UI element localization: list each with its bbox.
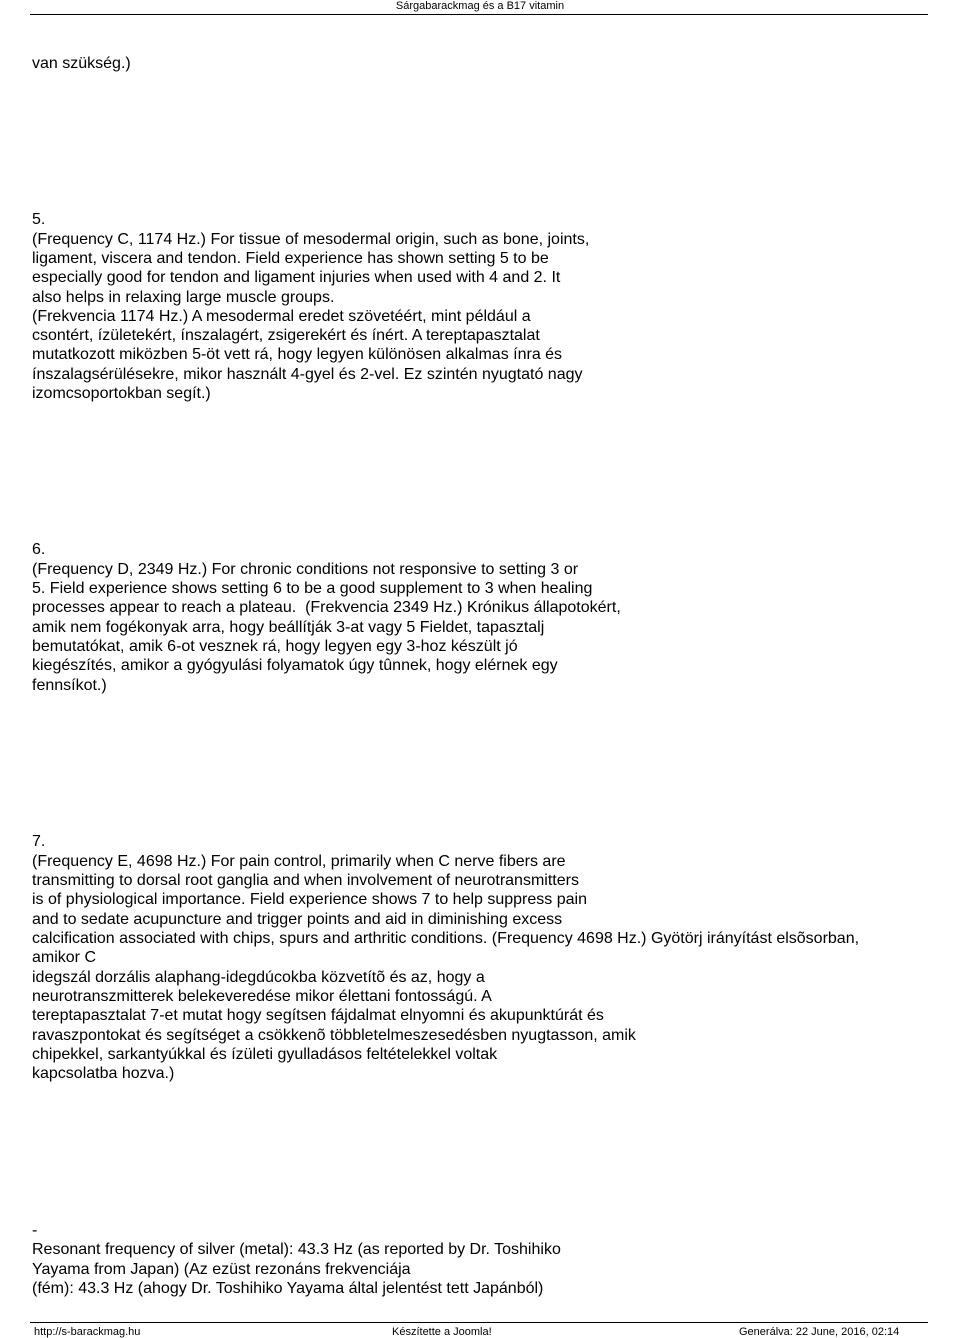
section-7-line: tereptapasztalat 7-et mutat hogy segítsen fájdalmat elnyomni és akupunktúrát és xyxy=(32,1007,604,1024)
section-6-number: 6. xyxy=(32,541,46,558)
section-6-line: 5. Field experience shows setting 6 to be a good supplement to 3 when healing xyxy=(32,580,593,597)
silver-note-line: Resonant frequency of silver (metal): 43.3 Hz (as reported by Dr. Toshihiko xyxy=(32,1241,561,1258)
section-6-line: bemutatókat, amik 6-ot vesznek rá, hogy legyen egy 3-hoz készült jó xyxy=(32,638,518,655)
section-6-line: (Frequency D, 2349 Hz.) For chronic conditions not responsive to setting 3 or xyxy=(32,561,579,578)
section-7-line: transmitting to dorsal root ganglia and when involvement of neurotransmitters xyxy=(32,872,579,889)
section-6-line: kiegészítés, amikor a gyógyulási folyamatok úgy tûnnek, hogy elérnek egy xyxy=(32,657,558,674)
footer-url: http://s-barackmag.hu xyxy=(34,1326,141,1338)
section-7-line: kapcsolatba hozva.) xyxy=(32,1065,175,1082)
section-5-number: 5. xyxy=(32,211,46,228)
section-7-line: (Frequency E, 4698 Hz.) For pain control, primarily when C nerve fibers are xyxy=(32,853,566,870)
section-6-line: processes appear to reach a plateau. (Frekvencia 2349 Hz.) Krónikus állapotokért, xyxy=(32,599,621,616)
footer-credit: Készítette a Joomla! xyxy=(392,1326,492,1338)
section-5-line: csontért, ízületekért, ínszalagért, zsigerekért és ínért. A tereptapasztalat xyxy=(32,327,540,344)
section-5-line: (Frequency C, 1174 Hz.) For tissue of mesodermal origin, such as bone, joints, xyxy=(32,231,590,248)
section-7-line: amikor C xyxy=(32,949,97,966)
section-5-line: also helps in relaxing large muscle groups. xyxy=(32,289,335,306)
section-5-line: especially good for tendon and ligament injuries when used with 4 and 2. It xyxy=(32,269,561,286)
intro-tail-text: van szükség.) xyxy=(32,55,131,72)
section-7-number: 7. xyxy=(32,833,46,850)
section-7-line: chipekkel, sarkantyúkkal és ízületi gyulladásos feltételekkel voltak xyxy=(32,1046,498,1063)
section-7-line: ravaszpontokat és segítséget a csökkenõ többletelmeszesedésben nyugtasson, amik xyxy=(32,1027,636,1044)
section-5-line: ligament, viscera and tendon. Field experience has shown setting 5 to be xyxy=(32,250,549,267)
page-header-title: Sárgabarackmag és a B17 vitamin xyxy=(395,0,565,12)
section-7-line: neurotranszmitterek belekeveredése mikor élettani fontosságú. A xyxy=(32,988,492,1005)
section-5-line: (Frekvencia 1174 Hz.) A mesodermal eredet szövetéért, mint például a xyxy=(32,308,531,325)
header-divider xyxy=(30,14,928,15)
section-5-line: mutatkozott miközben 5-öt vett rá, hogy legyen különösen alkalmas ínra és xyxy=(32,346,563,363)
section-5-line: ínszalagsérülésekre, mikor használt 4-gyel és 2-vel. Ez szintén nyugtató nagy xyxy=(32,366,583,383)
section-7-line: idegszál dorzális alaphang-idegdúcokba közvetítõ és az, hogy a xyxy=(32,969,485,986)
silver-note-line: Yayama from Japan) (Az ezüst rezonáns frekvenciája xyxy=(32,1261,411,1278)
silver-note-line: (fém): 43.3 Hz (ahogy Dr. Toshihiko Yayama által jelentést tett Japánból) xyxy=(32,1280,544,1297)
section-6-line: fennsíkot.) xyxy=(32,677,107,694)
section-7-line: and to sedate acupuncture and trigger points and aid in diminishing excess xyxy=(32,911,563,928)
silver-note-dash: - xyxy=(32,1222,38,1239)
section-5-line: izomcsoportokban segít.) xyxy=(32,385,211,402)
footer-divider xyxy=(30,1322,928,1323)
section-7-line: calcification associated with chips, spurs and arthritic conditions. (Frequency 4698 Hz.) Gyötörj irányítást elsõsorban, xyxy=(32,930,860,947)
section-7-line: is of physiological importance. Field experience shows 7 to help suppress pain xyxy=(32,891,587,908)
section-6-line: amik nem fogékonyak arra, hogy beállítják 3-at vagy 5 Fieldet, tapasztalj xyxy=(32,619,545,636)
footer-generated-date: Generálva: 22 June, 2016, 02:14 xyxy=(739,1326,900,1338)
